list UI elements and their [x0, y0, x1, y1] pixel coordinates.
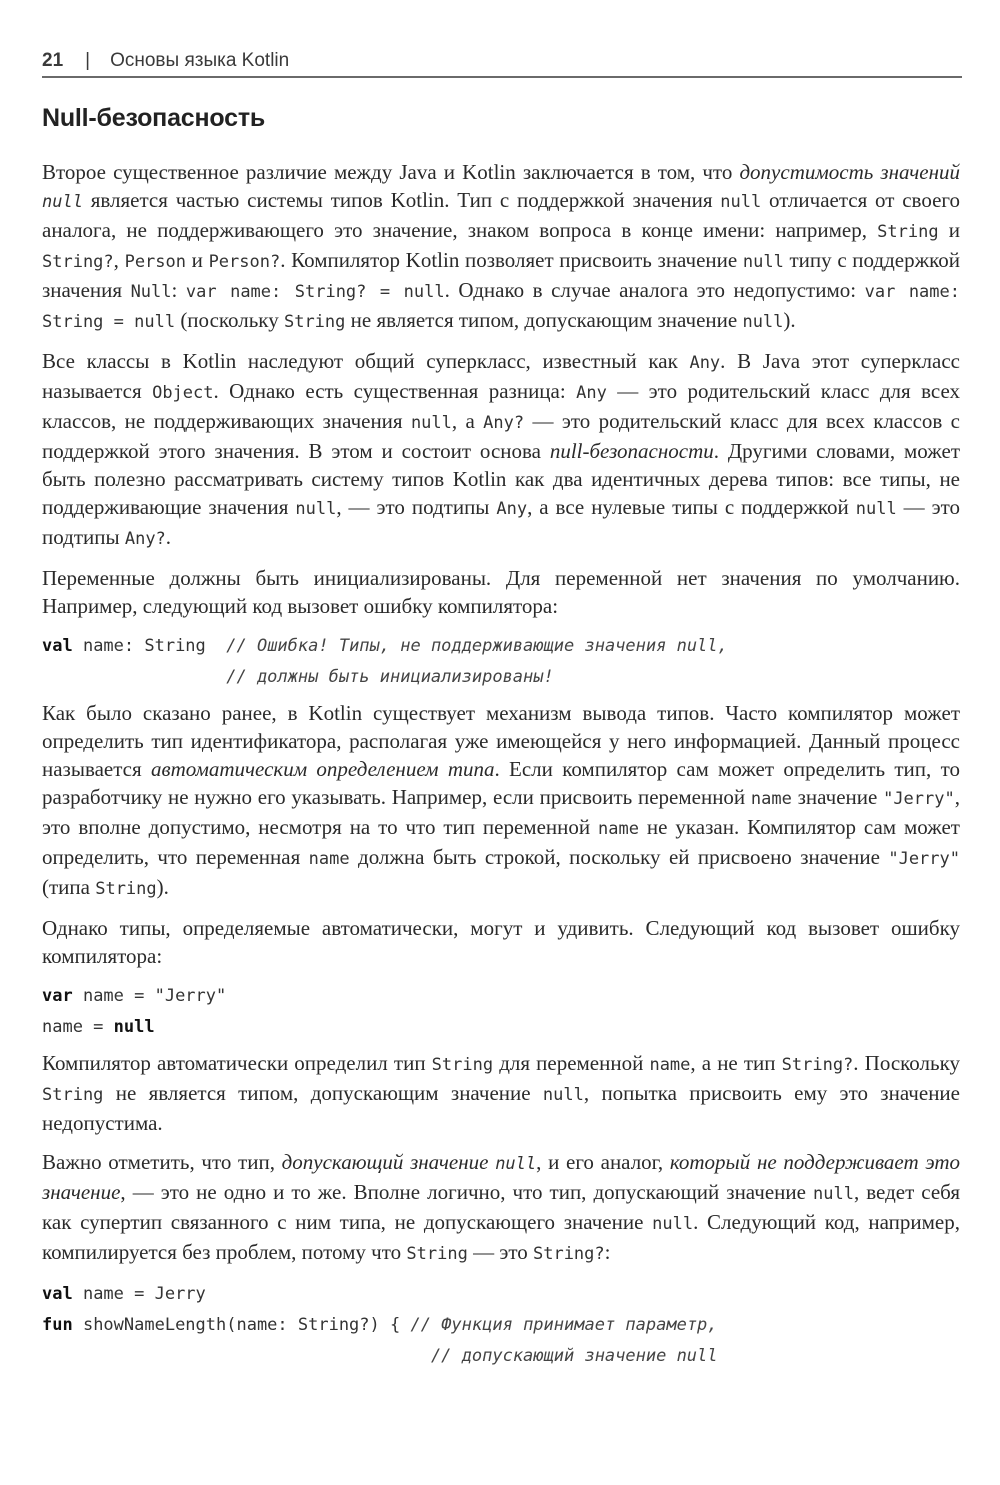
code-block-1: val name: String // Ошибка! Типы, не поддерживающие значения null, // должны быть инициализированы!	[42, 636, 728, 687]
paragraph-5: Однако типы, определяемые автоматически, могут и удивить. Следующий код вызовет ошибку компилятора:	[42, 916, 960, 968]
page-number: 21	[42, 50, 64, 71]
paragraph-6: Компилятор автоматически определил тип String для переменной name, а не тип String?. Поскольку String не является типом, допускающим значение null, попытка присвоить ему это значение недопустима.	[42, 1051, 960, 1135]
paragraph-2: Все классы в Kotlin наследуют общий суперкласс, известный как Any. В Java этот суперкласс называется Object. Однако есть существенная разница: Any — это родительский класс для всех классов, не поддерживающих значения null, а Any? — это родительский класс для всех классов с поддержкой этого значения. В этом и состоит основа null-безопасности. Другими словами, может быть полезно рассматривать систему типов Kotlin как два идентичных дерева типов: все типы, не поддерживающие значения null, — это подтипы Any, а все нулевые типы с поддержкой null — это подтипы Any?.	[42, 349, 961, 549]
paragraph-4: Как было сказано ранее, в Kotlin существует механизм вывода типов. Часто компилятор может определить тип идентификатора, располагая уже имеющейся у него информацией. Данный процесс называется автоматическим определением типа. Если компилятор сам может определить тип, то разработчику не нужно его указывать. Например, если присвоить переменной name значение "Jerry", это вполне допустимо, несмотря на то что тип переменной name не указан. Компилятор сам может определить, что переменная name должна быть строкой, поскольку ей присвоено значение "Jerry" (типа String).	[42, 701, 960, 899]
paragraph-7: Важно отметить, что тип, допускающий значение null, и его аналог, который не поддерживает это значение, — это не одно и то же. Вполне логично, что тип, допускающий значение null, ведет себя как супертип связанного с ним типа, не допускающего значение null. Следующий код, например, компилируется без проблем, потому что String — это String?:	[42, 1150, 960, 1264]
code-block-3: val name = Jerry fun showNameLength(name: String?) { // Функция принимает параметр, // допускающий значение null	[42, 1284, 718, 1366]
chapter-title: Основы языка Kotlin	[110, 50, 290, 71]
header-rule	[42, 76, 962, 78]
paragraph-3: Переменные должны быть инициализированы. Для переменной нет значения по умолчанию. Например, следующий код вызовет ошибку компилятора:	[42, 566, 960, 618]
code-block-2: var name = "Jerry" name = null	[42, 986, 227, 1037]
paragraph-1: Второе существенное различие между Java и Kotlin заключается в том, что допустимость значений null является частью системы типов Kotlin. Тип с поддержкой значения null отличается от своего аналога, не поддерживающего это значение, знаком вопроса в конце имени: например, String и String?, Person и Person?. Компилятор Kotlin позволяет присвоить значение null типу с поддержкой значения Null: var name: String? = null. Однако в случае аналога это недопустимо: var name: String = null (поскольку String не является типом, допускающим значение null).	[42, 160, 961, 332]
header-separator: |	[85, 50, 91, 71]
body-text	[42, 158, 960, 1378]
section-title: Null-безопасность	[42, 104, 266, 132]
running-head	[42, 50, 960, 76]
